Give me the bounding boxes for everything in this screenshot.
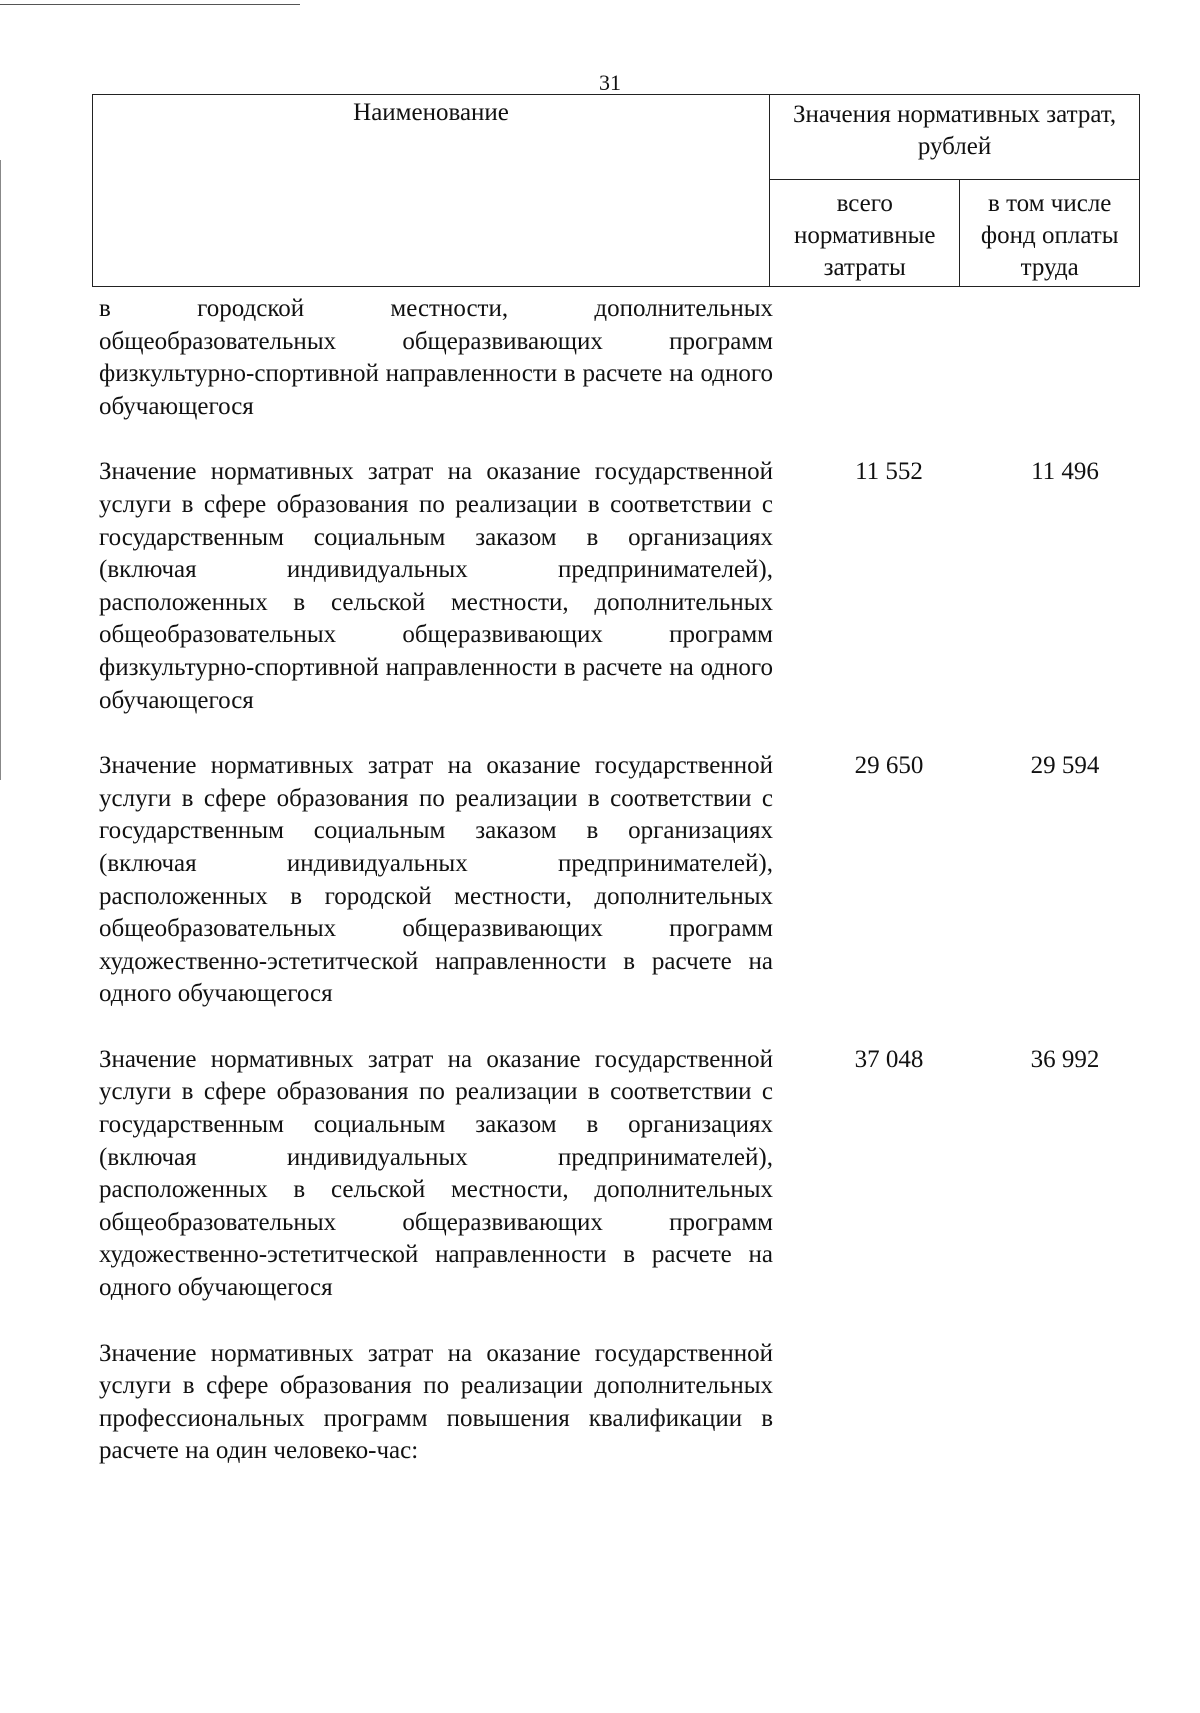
row-wage-value: 29 594 bbox=[1030, 752, 1100, 780]
column-header-total: всего нормативные затраты bbox=[770, 180, 960, 287]
scan-edge-line bbox=[0, 160, 1, 780]
row-total-value: 29 650 bbox=[854, 752, 924, 780]
table-row bbox=[99, 293, 1143, 423]
row-wage-value: 11 496 bbox=[1031, 458, 1099, 486]
column-header-wage: в том числе фонд оплаты труда bbox=[960, 180, 1140, 287]
column-header-values: Значения нормативных затрат, рублей bbox=[770, 95, 1140, 180]
row-name: Значение нормативных затрат на оказание государственной услуги в сфере образования по реализации дополнительных профессиональных программ повышения квалификации в расчете на один человеко-час: bbox=[99, 1339, 773, 1465]
table-row bbox=[99, 456, 1143, 717]
table-body bbox=[99, 293, 1143, 1501]
page-number: 31 bbox=[599, 70, 621, 95]
table-row bbox=[99, 750, 1143, 1011]
table-row bbox=[99, 1338, 1143, 1468]
row-name: в городской местности, дополнительных общеобразовательных общеразвивающих программ физкультурно-спортивной направленности в расчете на одного обучающегося bbox=[99, 295, 773, 420]
scan-edge-line bbox=[0, 4, 300, 5]
row-name: Значение нормативных затрат на оказание государственной услуги в сфере образования по реализации в соответствии с государственным социальным заказом в организациях (включая индивидуальных предпринимателей), расположенных в сельской местности, дополнительных общеобразовательных общеразвивающих программ физкультурно-спортивной направленности в расчете на одного обучающегося bbox=[99, 458, 773, 714]
row-name: Значение нормативных затрат на оказание государственной услуги в сфере образования по реализации в соответствии с государственным социальным заказом в организациях (включая индивидуальных предпринимателей), расположенных в сельской местности, дополнительных общеобразовательных общеразвивающих программ художественно-эстетитческой направленности в расчете на одного обучающегося bbox=[99, 1045, 773, 1302]
column-header-name: Наименование bbox=[93, 95, 770, 287]
table-header bbox=[92, 94, 1140, 287]
row-name: Значение нормативных затрат на оказание государственной услуги в сфере образования по реализации в соответствии с государственным социальным заказом в организациях (включая индивидуальных предпринимателей), расположенных в городской местности, дополнительных общеобразовательных общеразвивающих программ художественно-эстетитческой направленности в расчете на одного обучающегося bbox=[99, 752, 773, 1008]
row-total-value: 37 048 bbox=[854, 1045, 924, 1073]
row-total-value: 11 552 bbox=[855, 458, 923, 486]
table-row bbox=[99, 1044, 1143, 1305]
row-wage-value: 36 992 bbox=[1030, 1045, 1100, 1073]
